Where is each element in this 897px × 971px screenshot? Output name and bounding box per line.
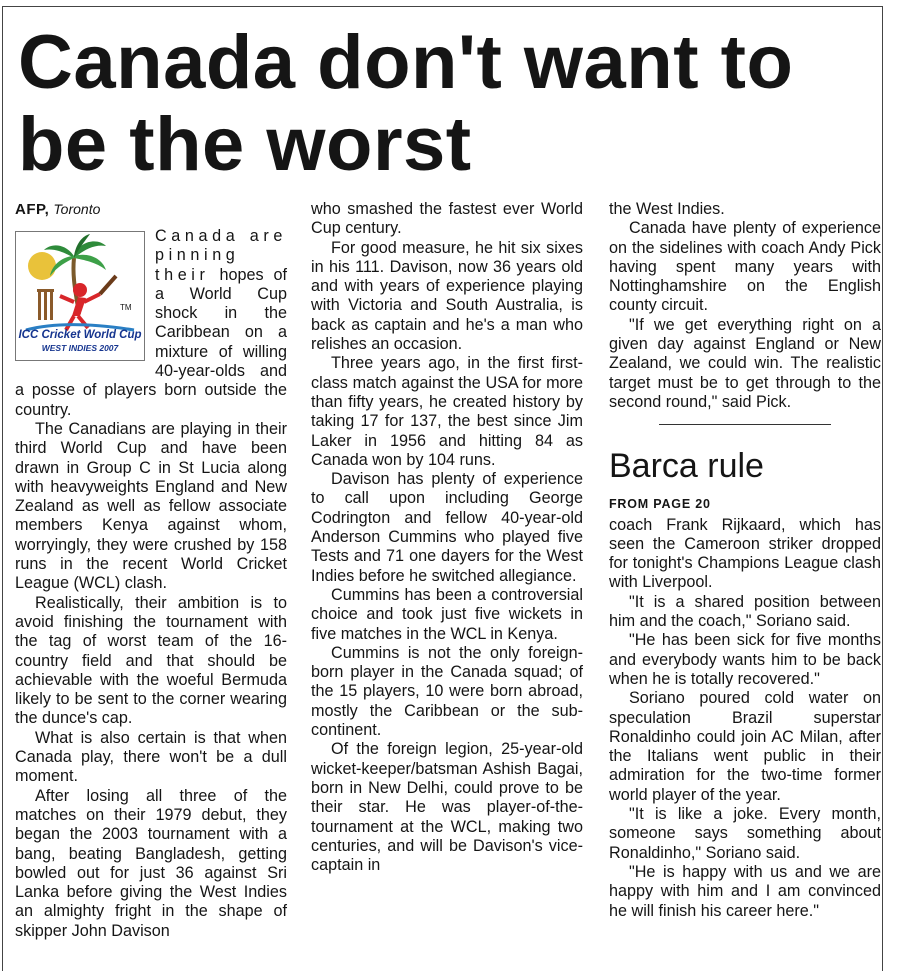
paragraph: "It is like a joke. Every month, someone says something about Ronaldinho," Soriano said. (609, 805, 881, 862)
section-divider (659, 424, 831, 425)
paragraph: Soriano poured cold water on speculation Brazil superstar Ronaldinho could join AC Milan, after the Italians went public in their admiration for the two-time former world player of the year. (609, 689, 881, 804)
logo-subtitle: WEST INDIES 2007 (41, 343, 119, 353)
sub-headline: Barca rule (609, 447, 764, 486)
paragraph: Davison has plenty of experience to call upon including George Codrington and fellow 40-year-old Anderson Cummins who played five Tests and 71 one dayers for the West Indies before he switched allegiance. (311, 470, 583, 585)
paragraph: Cummins has been a controversial choice and took just five wickets in five matches in the WCL in Kenya. (311, 585, 583, 643)
paragraph: After losing all three of the matches on their 1979 debut, they began the 2003 tournament with a bang, beating Bangladesh, getting bowled out for just 36 against Sri Lanka before giving the West Indies an almighty fright in the shape of skipper John Davison (15, 786, 287, 940)
paragraph: "He has been sick for five months and everybody wants him to be back when he is totally recovered." (609, 631, 881, 688)
lead-spread-1: Canada are (155, 227, 287, 245)
paragraph: who smashed the fastest ever World Cup century. (311, 200, 583, 238)
logo-frame (15, 231, 145, 361)
paragraph: Of the foreign legion, 25-year-old wicket-keeper/batsman Ashish Bagai, born in New Delhi, could prove to be their star. He was player-of-the-tournament at the WCL, making two centuries, and will be Davison's vice-captain in (311, 740, 583, 875)
paragraph: Canada have plenty of experience on the sidelines with coach Andy Pick having spent many years with Nottinghamshire on the English county circuit. (609, 219, 881, 315)
logo-tm: TM (120, 303, 132, 312)
cricket-world-cup-logo (15, 231, 145, 361)
continuation-label: FROM PAGE 20 (609, 497, 711, 512)
article-column-3 (609, 200, 881, 921)
byline-agency: AFP, (15, 201, 50, 218)
paragraph: "If we get everything right on a given day against England or New Zealand, we could win. The realistic target must be to get through to the second round," said Pick. (609, 315, 881, 411)
headline: Canada don't want to be the worst (18, 20, 794, 187)
right-border (882, 6, 883, 971)
paragraph: Cummins is not the only foreign-born player in the Canada squad; of the 15 players, 10 were born abroad, mostly the Caribbean or the sub-continent. (311, 643, 583, 740)
paragraph: "He is happy with us and we are happy with him and I am convinced he will finish his career here." (609, 862, 881, 920)
logo-title: ICC Cricket World Cup (18, 329, 142, 341)
paragraph: Three years ago, in the first first-class match against the USA for more than fifty years, he created history by taking 17 for 137, the best since Jim Laker in 1956 and hitting 84 as Canada won by 104 runs. (311, 354, 583, 469)
byline (15, 200, 287, 219)
article-column-2 (311, 200, 583, 875)
paragraph: coach Frank Rijkaard, which has seen the Cameroon striker dropped for tonight's Champions League clash with Liverpool. (609, 515, 881, 592)
lead-spread-2: pinning their (155, 246, 240, 284)
paragraph: the West Indies. (609, 200, 725, 218)
left-border (2, 6, 3, 971)
paragraph: The Canadians are playing in their third World Cup and have been drawn in Group C in St Lucia along with heavyweights England and New Zealand as well as fellow associate members Kenya against whom, worryingly, they were crushed by 158 runs in the recent World Cricket League (WCL) clash. (15, 419, 287, 593)
paragraph: "It is a shared position between him and the coach," Soriano said. (609, 592, 881, 631)
lead-rest: hopes of a World Cup shock in the Caribbean on a mixture of willing 40-year-olds and a posse of players born outside the country. (15, 265, 288, 419)
paragraph: What is also certain is that when Canada play, there won't be a dull moment. (15, 728, 287, 786)
paragraph: For good measure, he hit six sixes in his 111. Davison, now 36 years old and with years of experience playing with Victoria and South Australia, is back as captain and he's a man who relishes an occasion. (311, 238, 583, 354)
byline-place: Toronto (53, 201, 101, 217)
top-border (2, 6, 883, 7)
article-column-1 (15, 200, 287, 941)
paragraph: Realistically, their ambition is to avoid finishing the tournament with the tag of worst team of the 16-country field and that should be achievable with the woeful Bermuda likely to be sent to the corner wearing the dunce's cap. (15, 593, 287, 728)
